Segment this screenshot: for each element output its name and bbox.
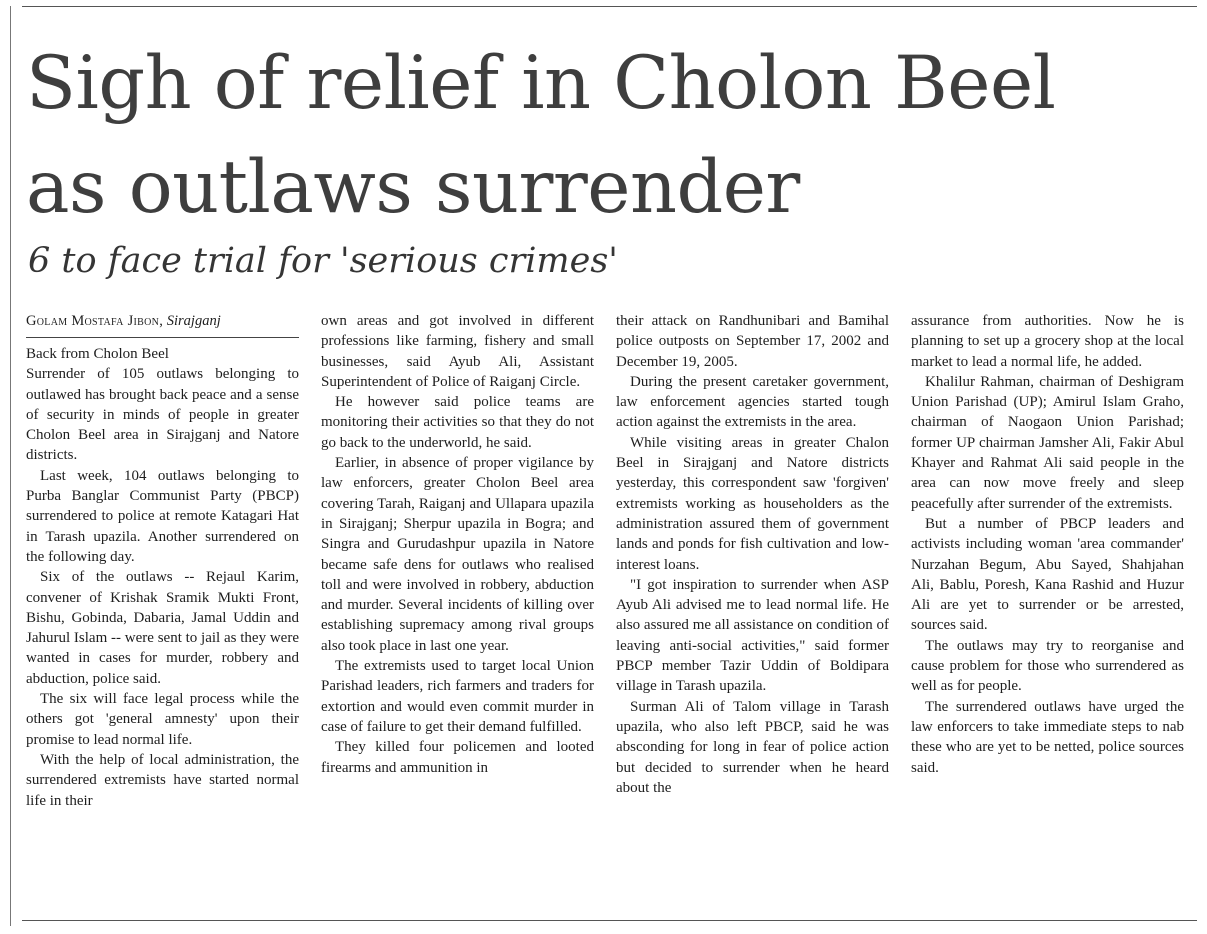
article-column-4 xyxy=(911,311,1184,911)
article-column-2 xyxy=(321,311,594,911)
paragraph: While visiting areas in greater Chalon Beel in Sirajganj and Natore districts yesterday, this correspondent saw 'forgiven' extremists working as householders as the administration assured them of government lands and ponds for fish cultivation and low-interest loans. xyxy=(616,434,889,573)
article-column-1 xyxy=(26,311,299,911)
headline-line-2: as outlaws surrender xyxy=(26,145,800,230)
paragraph: Six of the outlaws -- Rejaul Karim, convener of Krishak Sramik Mukti Front, Bishu, Gobinda, Dabaria, Jamal Uddin and Jahurul Islam -- were sent to jail as they were wanted in cases for murder, robbery and abduction, police said. xyxy=(26,569,299,687)
bottom-rule xyxy=(22,920,1197,921)
paragraph: assurance from authorities. Now he is planning to set up a grocery shop at the local market to lead a normal life, he added. xyxy=(911,313,1184,370)
paragraph: Surrender of 105 outlaws belonging to outlawed has brought back peace and a sense of security in minds of people in greater Cholon Beel area in Sirajganj and Natore districts. xyxy=(26,366,299,464)
top-rule xyxy=(22,6,1197,7)
headline xyxy=(26,32,1196,240)
left-margin-rule xyxy=(10,6,11,926)
paragraph: Earlier, in absence of proper vigilance by law enforcers, greater Cholon Beel area covering Tarah, Raiganj and Ullapara upazila in Sirajganj; Sherpur upazila in Bogra; and Singra and Gurudashpur upazila in Natore became safe dens for outlaws who realised toll and were involved in robbery, abduction and murder. Several incidents of killing over establishing supremacy among rival groups also took place in last one year. xyxy=(321,455,594,654)
paragraph: "I got inspiration to surrender when ASP Ayub Ali advised me to lead normal life. He also assured me all assistance on condition of leaving anti-social activities," said former PBCP member Tazir Uddin of Boldipara village in Tarash upazila. xyxy=(616,576,889,695)
paragraph: The extremists used to target local Union Parishad leaders, rich farmers and traders for extortion and would even commit murder in case of failure to get their demand fulfilled. xyxy=(321,658,594,735)
dateline: Back from Cholon Beel xyxy=(26,346,169,362)
article-column-3 xyxy=(616,311,889,911)
headline-line-1: Sigh of relief in Cholon Beel xyxy=(26,41,1056,126)
paragraph: He however said police teams are monitoring their activities so that they do not go back to the underworld, he said. xyxy=(321,394,594,451)
paragraph: But a number of PBCP leaders and activists including woman 'area commander' Nurzahan Begum, Abu Sayed, Shahjahan Ali, Bablu, Poresh, Kana Rashid and Huzur Ali are yet to surrender or be arrested, sources said. xyxy=(911,515,1184,634)
paragraph: With the help of local administration, the surrendered extremists have started normal life in their xyxy=(26,751,299,809)
article-body xyxy=(26,311,1186,911)
paragraph: The outlaws may try to reorganise and cause problem for those who surrendered as well as for people. xyxy=(911,637,1184,695)
paragraph: own areas and got involved in different professions like farming, fishery and small businesses, said Ayub Ali, Assistant Superintendent of Police of Raiganj Circle. xyxy=(321,313,594,390)
paragraph: During the present caretaker government, law enforcement agencies started tough action against the extremists in the area. xyxy=(616,373,889,431)
paragraph: The six will face legal process while the others got 'general amnesty' upon their promise to lead normal life. xyxy=(26,691,299,748)
subheadline: 6 to face trial for 'serious crimes' xyxy=(28,241,618,281)
byline-author: Golam Mostafa Jibon, xyxy=(26,313,164,329)
paragraph: Last week, 104 outlaws belonging to Purba Banglar Communist Party (PBCP) surrendered to police at remote Katagari Hat in Tarash upazila. Another surrendered on the following day. xyxy=(26,467,299,565)
paragraph: their attack on Randhunibari and Bamihal police outposts on September 17, 2002 and December 19, 2005. xyxy=(616,313,889,370)
paragraph: Khalilur Rahman, chairman of Deshigram Union Parishad (UP); Amirul Islam Graho, chairman of Naogaon Union Parishad; former UP chairman Jamsher Ali, Fakir Abul Khayer and Rahmat Ali said people in the area can now move freely and sleep peacefully after surrender of the extremists. xyxy=(911,373,1184,512)
byline-place: Sirajganj xyxy=(166,313,221,329)
paragraph: They killed four policemen and looted firearms and ammunition in xyxy=(321,739,594,776)
byline xyxy=(26,311,299,338)
paragraph: Surman Ali of Talom village in Tarash upazila, who also left PBCP, said he was absconding for long in fear of police action but decided to surrender when he heard about the xyxy=(616,698,889,796)
paragraph: The surrendered outlaws have urged the law enforcers to take immediate steps to nab these who are yet to be netted, police sources said. xyxy=(911,698,1184,776)
